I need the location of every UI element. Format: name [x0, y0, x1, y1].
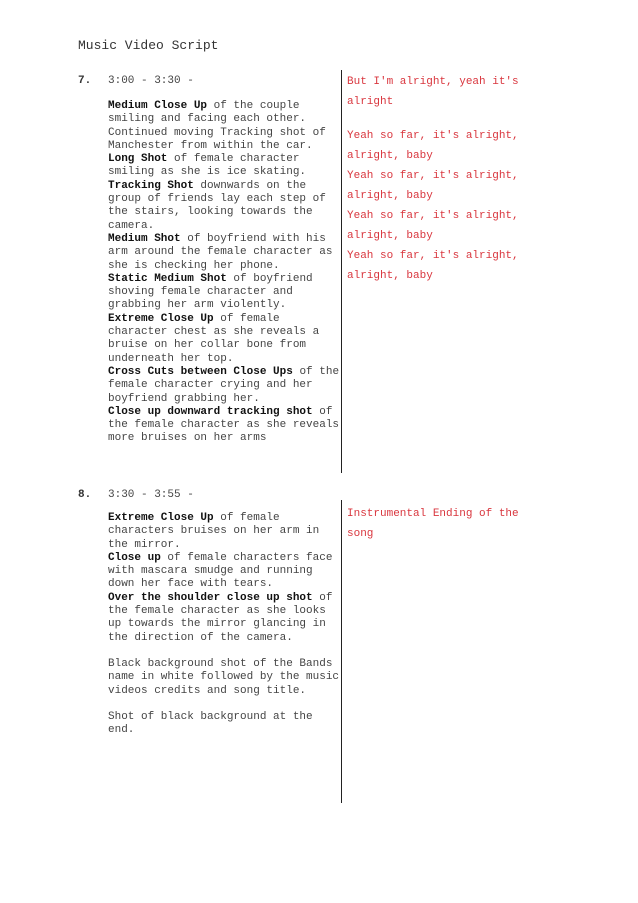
shot-type: Close up downward tracking shot — [108, 405, 313, 418]
shot-description — [108, 552, 340, 592]
shot-type: Medium Close Up — [108, 100, 208, 112]
shot-description — [108, 592, 340, 645]
shot-text: of the female character crying and her boyfriend grabbing her. — [108, 365, 340, 405]
lyric-line: alright — [347, 96, 394, 108]
shot-description — [108, 153, 340, 180]
lyrics-column — [347, 72, 547, 286]
lyric-line: Yeah so far, it's alright, — [347, 250, 519, 262]
shot-text: of the female character as she looks up towards the mirror glancing in the direction of the camera. — [108, 591, 333, 644]
document-title: Music Video Script — [78, 38, 219, 53]
shot-description — [108, 366, 340, 406]
shot-description — [108, 406, 340, 446]
shot-text: of female character chest as she reveals a bruise on her collar bone from underneath her top. — [108, 312, 320, 365]
shot-type: Over the shoulder close up shot — [108, 591, 313, 604]
shot-type: Static Medium Shot — [108, 272, 227, 285]
shot-text: of female character smiling as she is ice skating. — [108, 153, 307, 179]
shot-type: Extreme Close Up — [108, 312, 214, 325]
ending-description: Shot of black background at the end. — [108, 710, 313, 737]
lyric-line: Instrumental Ending of the — [347, 508, 519, 520]
credits-description: Black background shot of the Bands name in white followed by the music videos credits and song title. — [108, 657, 340, 697]
shot-text: of female characters bruises on her arm in the mirror. — [108, 512, 320, 551]
shot-type: Cross Cuts between Close Ups — [108, 365, 293, 378]
shot-description — [108, 313, 340, 366]
lyric-line: Yeah so far, it's alright, — [347, 170, 519, 182]
shot-type: Long Shot — [108, 153, 168, 166]
lyric-line: Yeah so far, it's alright, — [347, 210, 519, 222]
scene-time: 3:30 - 3:55 - — [108, 489, 194, 501]
shot-list — [108, 100, 340, 446]
shot-description — [108, 100, 340, 153]
shot-list — [108, 512, 340, 737]
lyrics-column — [347, 504, 547, 544]
lyric-line: alright, baby — [347, 230, 433, 242]
shot-type: Tracking Shot — [108, 179, 194, 192]
shot-type: Close up — [108, 551, 161, 564]
shot-description — [108, 512, 340, 552]
shot-text: of the couple smiling and facing each other. Continued moving Tracking shot of Manchester from within the car. — [108, 100, 326, 152]
shot-text: downwards on the group of friends lay each step of the stairs, looking towards the camera. — [108, 179, 326, 232]
shot-type: Extreme Close Up — [108, 512, 214, 524]
lyric-line: Yeah so far, it's alright, — [347, 130, 519, 142]
scene-number: 8. — [78, 489, 92, 501]
shot-type: Medium Shot — [108, 232, 181, 245]
lyric-line: alright, baby — [347, 190, 433, 202]
shot-text: of boyfriend shoving female character and grabbing her arm violently. — [108, 272, 313, 312]
shot-text: of the female character as she reveals more bruises on her arms — [108, 405, 340, 445]
lyric-line: But I'm alright, yeah it's — [347, 76, 519, 88]
lyric-line: alright, baby — [347, 150, 433, 162]
lyric-line: song — [347, 528, 374, 540]
column-divider — [341, 500, 342, 803]
column-divider — [341, 70, 342, 473]
shot-text: of boyfriend with his arm around the female character as she is checking her phone. — [108, 232, 333, 272]
shot-description — [108, 180, 340, 233]
scene-number: 7. — [78, 75, 92, 87]
lyric-line: alright, baby — [347, 270, 433, 282]
shot-description — [108, 273, 340, 313]
shot-description — [108, 233, 340, 273]
scene-time: 3:00 - 3:30 - — [108, 75, 194, 87]
shot-text: of female characters face with mascara smudge and running down her face with tears. — [108, 551, 333, 591]
